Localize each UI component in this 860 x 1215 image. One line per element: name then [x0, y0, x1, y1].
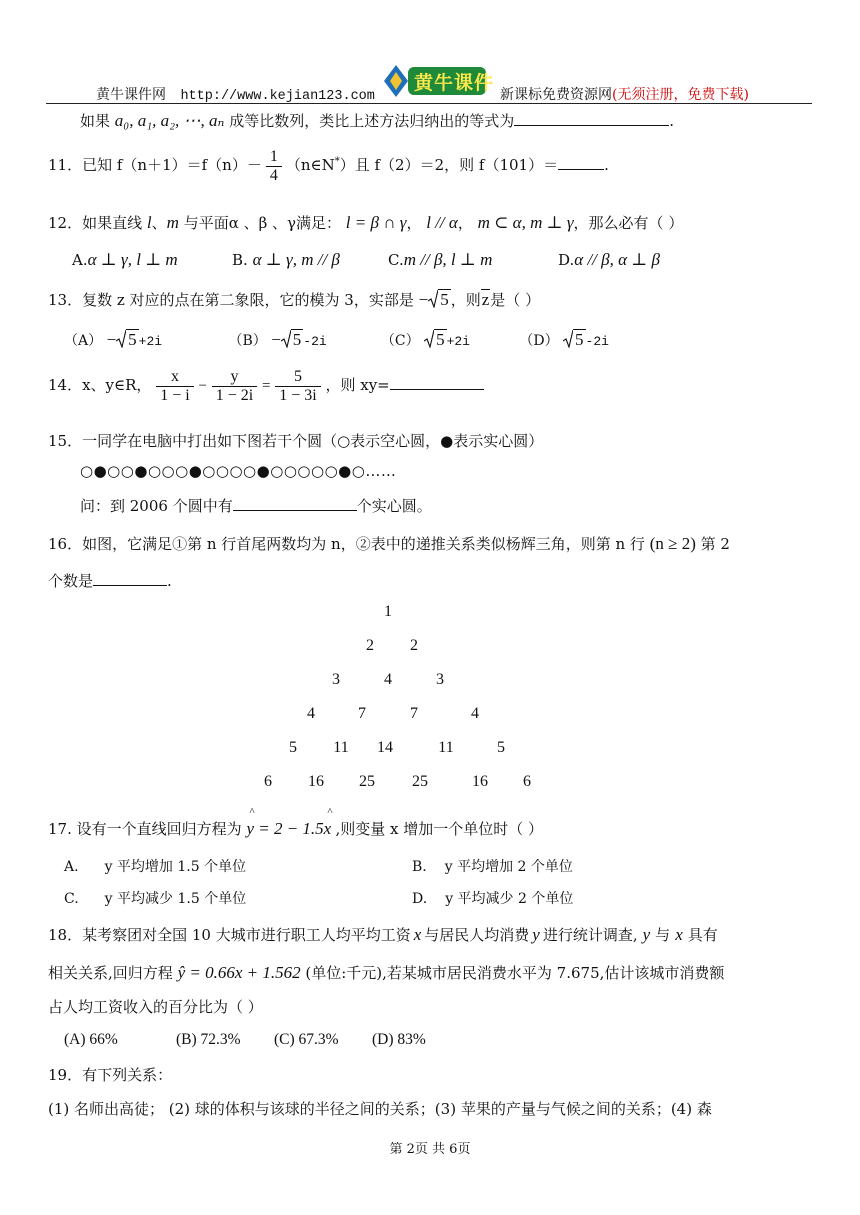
q11: [48, 148, 609, 184]
q12-option-c-label: C.: [388, 251, 404, 269]
q13-option-b-sqrt: [281, 330, 304, 350]
q18-options: [64, 1031, 452, 1049]
q13-option-d-label: （D）: [519, 333, 559, 349]
triangle-cell: 11: [333, 739, 349, 756]
q18-var-x: x: [413, 925, 422, 944]
triangle-cell: 6: [523, 773, 531, 790]
q13-option-a-label: （A）: [64, 333, 103, 349]
q14-frac3-den: 1 − 3i: [279, 386, 317, 404]
q14-number: 14．: [48, 376, 83, 395]
q12-option-b-expr: α ⊥ γ, m // β: [252, 250, 340, 269]
q18-option-a[interactable]: (A) 66%: [64, 1031, 118, 1048]
q15-ask: [80, 495, 432, 516]
q11-sup: *: [334, 156, 340, 168]
q11-text-c: ）且 f（2）＝2，则 f（101）＝: [339, 156, 559, 175]
triangle-cell: 5: [497, 739, 505, 756]
q11-fraction: [266, 148, 282, 184]
q18-number: 18．: [48, 926, 83, 944]
q18-line2-b: (单位:千元),若某城市居民消费水平为 7.675,估计该城市消费额: [305, 964, 725, 982]
header-rule: [46, 103, 812, 104]
q18-line2: [48, 962, 724, 983]
q18-var-y: y: [532, 925, 540, 944]
page-footer: 第 2页 共 6页: [389, 1142, 471, 1157]
q12-line-l: l: [146, 213, 152, 232]
q17-text-a: 设有一个直线回归方程为: [76, 820, 242, 838]
q18-option-d[interactable]: (D) 83%: [372, 1031, 426, 1048]
q12-option-d[interactable]: [558, 250, 660, 270]
q18-var-y2: y: [642, 925, 651, 944]
q13-option-b-sign: −: [271, 330, 281, 349]
q14-frac3: [275, 368, 320, 404]
q12-sep: 、: [151, 214, 167, 232]
q17-option-d[interactable]: [412, 888, 573, 908]
q11-frac-den: 4: [269, 166, 278, 184]
q14-frac2-num: y: [212, 368, 257, 387]
q13-option-a-tail: +2i: [138, 334, 163, 349]
q13-option-b[interactable]: [228, 330, 376, 350]
q13: [48, 289, 540, 310]
q18-line1-b: 与居民人均消费: [424, 926, 530, 944]
q10-text-b: 成等比数列，类比上述方法归纳出的等式为: [229, 112, 515, 130]
q18-line1-a: 某考察团对全国 10 大城市进行职工人均平均工资: [82, 926, 411, 944]
triangle-cell: 25: [359, 773, 375, 790]
q15-number: 15．: [48, 432, 83, 450]
q18-line2-a: 相关关系,回归方程: [48, 964, 173, 982]
q12-option-c[interactable]: [388, 250, 492, 270]
triangle-cell: 7: [358, 705, 366, 722]
q17-option-c[interactable]: [64, 888, 246, 908]
q17-text-b: ,则变量 x 增加一个单位时（ ）: [335, 820, 544, 838]
q10-blank[interactable]: [514, 111, 669, 126]
triangle-cell: 2: [410, 637, 418, 654]
header-right: [500, 84, 749, 104]
q11-number: 11．: [48, 156, 83, 175]
q10-continuation: [80, 110, 674, 131]
radical-icon: [428, 290, 438, 308]
q17-option-a-text: y 平均增加 1.5 个单位: [104, 859, 247, 875]
q16-number: 16．: [48, 535, 83, 553]
triangle-cell: 4: [307, 705, 315, 722]
q14-minus: −: [198, 378, 207, 395]
q19-number: 19．: [48, 1066, 83, 1084]
q18-var-x2: x: [675, 925, 683, 944]
q13-option-c[interactable]: [381, 330, 515, 350]
q13-zbar: z: [481, 290, 490, 309]
q12-option-d-label: D.: [558, 251, 575, 269]
q14-blank[interactable]: [390, 375, 484, 390]
q16-text-b: 第 2: [700, 535, 730, 553]
q14-text-b: ，则 xy=: [325, 376, 390, 395]
radical-icon: [116, 330, 126, 348]
q12-line-m: m: [166, 213, 179, 232]
q12: [48, 212, 683, 233]
q14: [48, 368, 484, 404]
q13-option-a-sign: −: [106, 330, 117, 349]
q18-equation: ŷ = 0.66x + 1.562: [177, 963, 301, 982]
q13-option-b-tail: -2i: [303, 334, 327, 349]
triangle-cell: 16: [472, 773, 488, 790]
q16: [48, 533, 730, 554]
q12-cond1: l = β ∩ γ: [345, 213, 407, 232]
q13-option-c-sqrt: [424, 330, 447, 350]
triangle-cell: 4: [471, 705, 479, 722]
radical-icon: [424, 330, 434, 348]
q17-option-d-text: y 平均减少 2 个单位: [445, 891, 574, 907]
q13-option-d-sqrt: [563, 330, 586, 350]
triangle-cell: 3: [436, 671, 444, 688]
q12-option-c-expr: m // β, l ⊥ m: [403, 250, 493, 269]
q15-ask-a: 问：到 2006 个圆中有: [80, 497, 233, 515]
q17-number: 17.: [48, 820, 72, 838]
q15: [48, 430, 543, 451]
triangle-cell: 14: [377, 739, 393, 756]
q13-option-d[interactable]: [519, 330, 649, 350]
q12-option-a-expr: α ⊥ γ, l ⊥ m: [87, 250, 178, 269]
q15-ask-b: 个实心圆。: [356, 497, 432, 515]
q11-frac-num: 1: [266, 148, 282, 167]
q16-line2: [48, 570, 172, 591]
q16-text-a: 如图，它满足①第 n 行首尾两数均为 n，②表中的递推关系类似杨辉三角，则第 n 行: [82, 535, 645, 553]
q18-line3: 占人均工资收入的百分比为（ ）: [48, 998, 263, 1016]
header-left: [96, 84, 375, 104]
q12-text-a: 如果直线: [82, 214, 143, 232]
q13-option-b-radicand: 5: [292, 330, 302, 349]
triangle-cell: 4: [384, 671, 392, 688]
q12-cond3: m ⊂ α, m ⊥ γ: [477, 213, 574, 232]
q18-option-c[interactable]: (C) 67.3%: [274, 1031, 339, 1048]
q10-end: .: [669, 112, 674, 130]
q13-number: 13．: [48, 291, 83, 309]
triangle-cell: 3: [332, 671, 340, 688]
q13-option-c-label: （C）: [380, 333, 420, 349]
q19-line2: (1) 名师出高徒； (2) 球的体积与该球的半径之间的关系；(3) 苹果的产量与气候之间的关系；(4) 森: [48, 1100, 712, 1118]
triangle-cell: 6: [264, 773, 272, 790]
q13-text-b: ，则: [450, 291, 481, 309]
q12-cond2: l // α: [426, 213, 458, 232]
q16-condition: (n ≥ 2): [649, 534, 696, 553]
q12-option-b[interactable]: [232, 250, 340, 270]
q12-text-b: 与平面α 、β 、γ满足：: [183, 214, 342, 232]
q12-option-a[interactable]: [72, 250, 178, 270]
header-right-main: 新课标免费资源网: [500, 87, 612, 103]
q13-text-c: 是（ ）: [490, 291, 541, 309]
q12-comma1: ，: [406, 214, 422, 232]
triangle-cell: 11: [438, 739, 454, 756]
q17-option-b[interactable]: [412, 856, 573, 876]
q13-radicand: 5: [440, 290, 449, 309]
triangle-cell: 16: [308, 773, 324, 790]
triangle-cell: 7: [410, 705, 418, 722]
radical-icon: [281, 330, 291, 348]
q11-blank[interactable]: [558, 155, 604, 170]
triangle-cell: 25: [412, 773, 428, 790]
q12-option-d-expr: α // β, α ⊥ β: [574, 250, 660, 269]
q17-option-b-label: B.: [412, 859, 427, 875]
q11-text-b: （n∈N: [285, 156, 335, 175]
q13-option-a-radicand: 5: [128, 330, 137, 349]
q13-option-b-label: （B）: [228, 333, 267, 349]
q14-frac1-num: x: [156, 368, 193, 387]
q13-minus: −: [418, 290, 429, 309]
q18-line1-e: 具有: [687, 926, 718, 944]
q12-text-c: ，那么必有（ ）: [573, 214, 684, 232]
q17-option-c-label: C.: [64, 891, 79, 907]
q13-option-c-radicand: 5: [436, 330, 445, 349]
q13-text-a: 复数 z 对应的点在第二象限，它的模为 3，实部是: [82, 291, 414, 309]
q13-sqrt: [428, 290, 451, 310]
q14-frac2-den: 1 − 2i: [215, 386, 254, 404]
q17-option-b-text: y 平均增加 2 个单位: [444, 859, 573, 875]
triangle-cell: 2: [366, 637, 374, 654]
site-logo: [378, 59, 495, 103]
q12-option-b-label: B.: [232, 251, 248, 269]
q14-frac2: [212, 368, 257, 404]
q17-equation: [246, 806, 335, 838]
q10-text-a: 如果: [80, 112, 111, 130]
q17-equation-text: y = 2 − 1.5x: [246, 819, 332, 838]
q12-option-a-label: A.: [72, 251, 88, 269]
q15-text: 一同学在电脑中打出如下图若干个圆（○表示空心圆，●表示实心圆）: [82, 432, 544, 450]
q14-frac3-num: 5: [275, 368, 320, 387]
q13-option-d-radicand: 5: [575, 330, 584, 349]
q14-frac1-den: 1 − i: [160, 386, 190, 404]
q19: [48, 1064, 172, 1085]
q17-option-a[interactable]: [64, 856, 246, 876]
q17: [48, 806, 544, 839]
q14-equals: =: [261, 378, 271, 395]
q14-text-a: x、y∈R，: [82, 376, 152, 395]
q18-line1-c: 进行统计调查,: [542, 926, 638, 944]
logo-text: 黄牛课件: [414, 72, 495, 94]
q10-sequence: a₀, a₁, a₂, ⋯, aₙ: [114, 111, 225, 130]
hat-mark: ^: [327, 806, 333, 818]
site-name: 黄牛课件网: [96, 87, 166, 103]
q18: [48, 924, 718, 945]
q11-text-a: 已知 f（n＋1）＝f（n）－: [82, 156, 262, 175]
q13-option-d-tail: -2i: [585, 334, 609, 349]
q17-option-a-label: A.: [64, 859, 79, 875]
hat-mark: ^: [249, 806, 255, 818]
q15-circles: ○●○○●○○○●○○○○●○○○○○●○……: [80, 462, 397, 480]
triangle-cell: 1: [384, 603, 392, 620]
q16-text-c: 个数是: [48, 572, 94, 590]
q13-option-a-sqrt: [116, 330, 139, 350]
radical-icon: [563, 330, 573, 348]
q18-option-b[interactable]: (B) 72.3%: [176, 1031, 241, 1048]
q17-option-d-label: D.: [412, 891, 428, 907]
q13-options: [64, 330, 649, 350]
site-url[interactable]: http://www.kejian123.com: [180, 89, 375, 104]
q11-end: .: [604, 156, 609, 175]
q12-comma2: ，: [457, 214, 473, 232]
q13-option-a[interactable]: [64, 330, 224, 350]
q15-blank[interactable]: [233, 496, 357, 511]
q16-blank[interactable]: [93, 571, 167, 586]
q12-number: 12．: [48, 214, 83, 232]
q16-end: .: [167, 572, 172, 590]
q13-option-c-tail: +2i: [446, 334, 470, 349]
triangle-cell: 5: [289, 739, 297, 756]
header-right-note: (无须注册，免费下载): [612, 87, 749, 103]
q14-frac1: [156, 368, 193, 404]
q19-text: 有下列关系：: [82, 1066, 173, 1084]
q18-line1-d: 与: [655, 926, 671, 944]
q17-option-c-text: y 平均减少 1.5 个单位: [104, 891, 247, 907]
